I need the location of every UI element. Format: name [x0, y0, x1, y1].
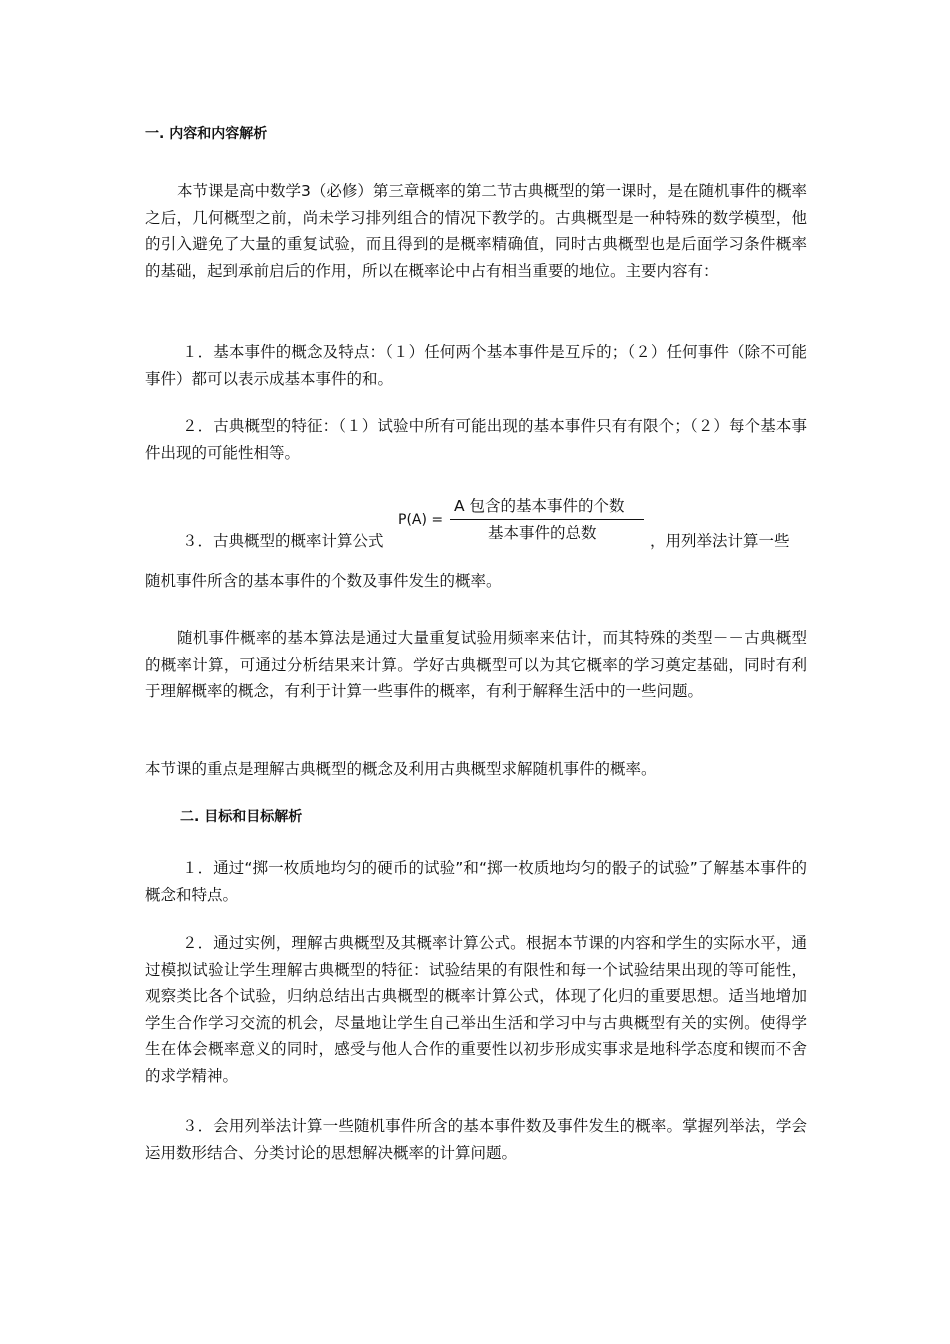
intro-paragraph: 本节课是高中数学3（必修）第三章概率的第二节古典概型的第一课时，是在随机事件的概率之后，几何概型之前，尚未学习排列组合的情况下教学的。古典概型是一种特殊的数学模型，他的引入避免了大量的重复试验，而且得到的是概率精确值，同时古典概型也是后面学习条件概率的基础，起到承前启后的作用，所以在概率论中占有相当重要的地位。主要内容有： [145, 182, 807, 280]
formula-numerator: A 包含的基本事件的个数 [454, 497, 625, 515]
section-heading-content: 一. 内容和内容解析 [145, 126, 268, 142]
goal-item-1: １．通过“掷一枚质地均匀的硬币的试验”和“掷一枚质地均匀的骰子的试验”了解基本事件的概念和特点。 [145, 859, 807, 904]
method-paragraph: 随机事件概率的基本算法是通过大量重复试验用频率来估计，而其特殊的类型－－古典概型的概率计算，可通过分析结果来计算。学好古典概型可以为其它概率的学习奠定基础，同时有利于理解概率的概念，有利于计算一些事件的概率，有利于解释生活中的一些问题。 [145, 629, 807, 700]
list-item-formula-text-line2: 随机事件所含的基本事件的个数及事件发生的概率。 [145, 572, 502, 590]
probability-formula [398, 496, 648, 546]
list-item-formula-text: ３．古典概型的概率计算公式 [182, 532, 384, 550]
goal-item-2: ２．通过实例，理解古典概型及其概率计算公式。根据本节课的内容和学生的实际水平，通过模拟试验让学生理解古典概型的特征：试验结果的有限性和每一个试验结果出现的等可能性，观察类比各个试验，归纳总结出古典概型的概率计算公式，体现了化归的重要思想。适当地增加学生合作学习交流的机会，尽量地让学生自己举出生活和学习中与古典概型有关的实例。使得学生在体会概率意义的同时，感受与他人合作的重要性以初步形成实事求是地科学态度和锲而不舍的求学精神。 [145, 934, 807, 1085]
formula-denominator: 基本事件的总数 [488, 524, 597, 542]
formula-lhs: P(A) = [398, 512, 444, 528]
fraction-bar [450, 519, 644, 520]
list-item-basic-events: １．基本事件的概念及特点：（１）任何两个基本事件是互斥的；（２）任何事件（除不可能事件）都可以表示成基本事件的和。 [145, 343, 807, 388]
section-heading-goals: 二. 目标和目标解析 [180, 809, 303, 825]
goal-item-3: ３．会用列举法计算一些随机事件所含的基本事件数及事件发生的概率。掌握列举法，学会运用数形结合、分类讨论的思想解决概率的计算问题。 [145, 1117, 807, 1162]
list-item-classical-features: ２．古典概型的特征：（１）试验中所有可能出现的基本事件只有有限个；（２）每个基本事件出现的可能性相等。 [145, 417, 807, 462]
key-point-paragraph: 本节课的重点是理解古典概型的概念及利用古典概型求解随机事件的概率。 [145, 760, 657, 778]
list-item-formula-text-after: ，用列举法计算一些 [650, 532, 790, 550]
